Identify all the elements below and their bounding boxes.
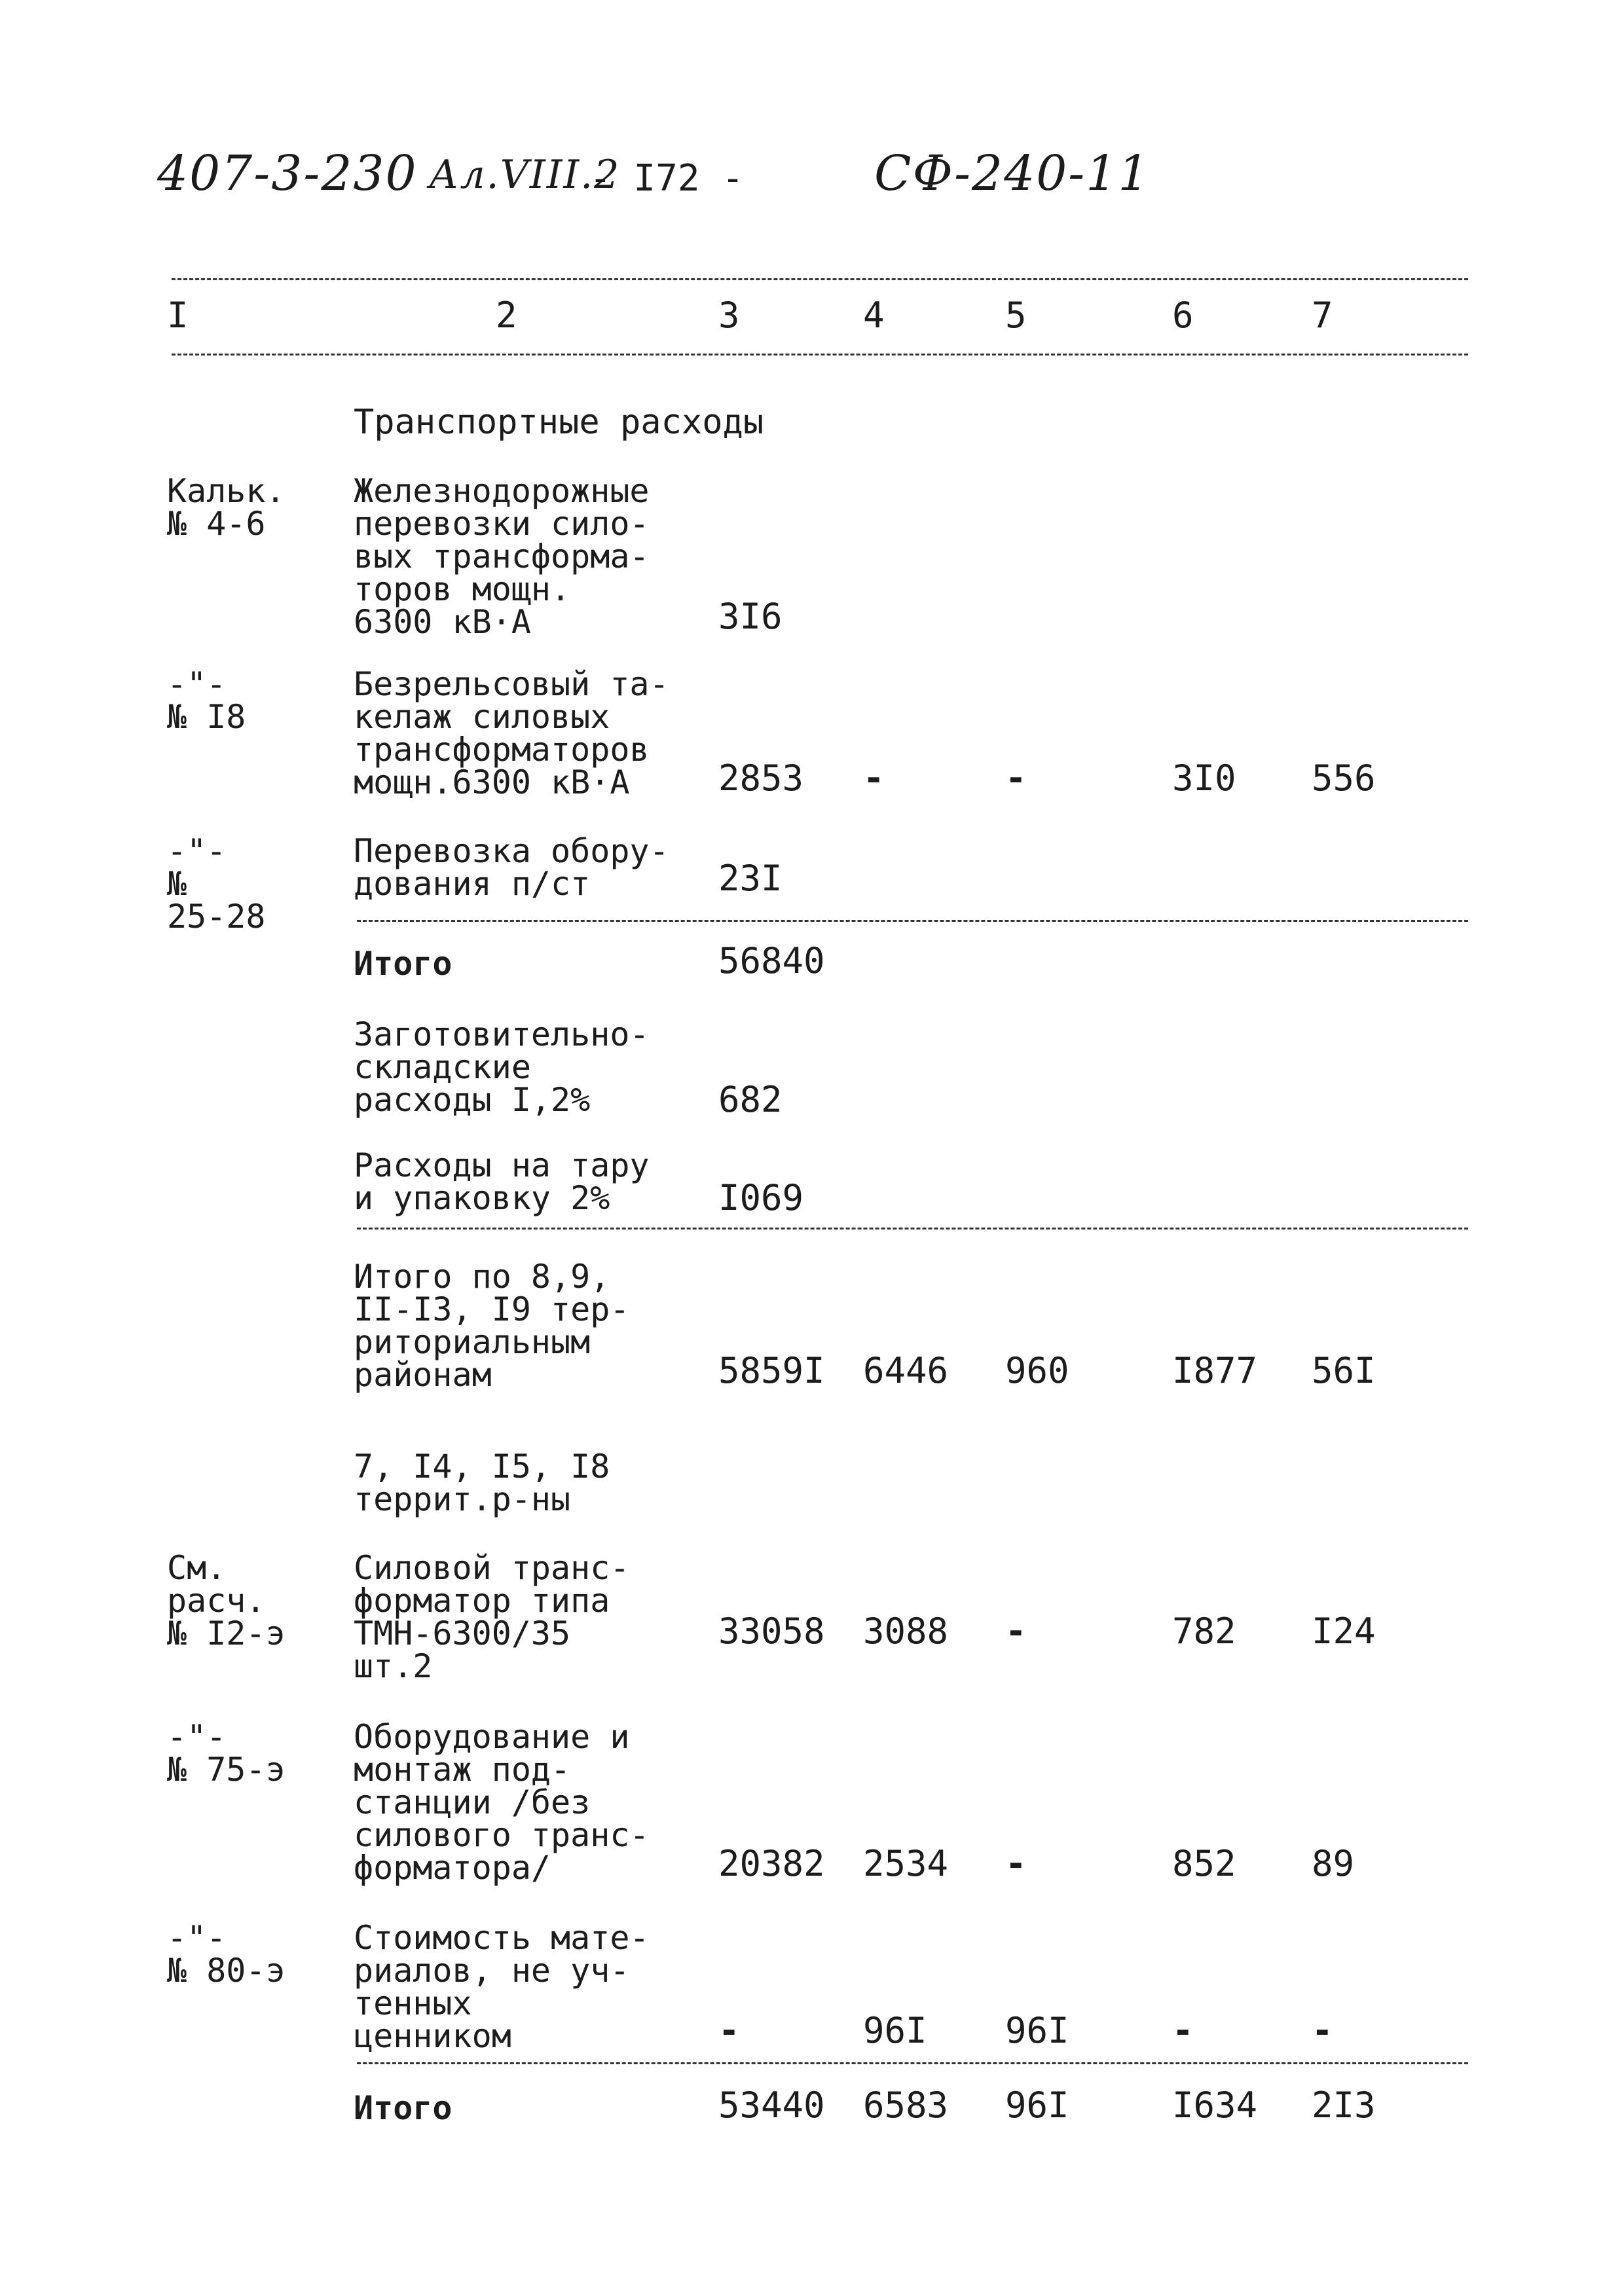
- reference-cell: См. расч. № I2-э: [167, 1549, 286, 1652]
- value-col-3: 56840: [718, 940, 825, 981]
- item-name: Заготовительно- складские расходы I,2%: [354, 1015, 650, 1119]
- value-col-3: 23I: [718, 858, 783, 899]
- item-name: Железнодорожные перевозки сило- вых трансформа- торов мощн. 6300 кВ·А: [354, 472, 650, 641]
- column-number: 4: [863, 295, 885, 336]
- value-col-7: -: [1312, 2010, 1333, 2051]
- item-name: Итого по 8,9, II-I3, I9 тер- риториальным районам: [354, 1258, 630, 1394]
- sheet-code: СФ-240-11: [874, 145, 1151, 202]
- value-col-3: 3I6: [718, 596, 783, 637]
- value-col-3: 5859I: [718, 1350, 825, 1391]
- value-col-4: 96I: [863, 2010, 927, 2051]
- value-col-3: 53440: [718, 2085, 825, 2126]
- value-col-3: 682: [718, 1079, 783, 1120]
- column-number: 3: [718, 295, 740, 336]
- item-name: Безрельсовый та- келаж силовых трансформаторов мощн.6300 кВ·А: [354, 665, 669, 801]
- reference-cell: Кальк. № 4-6: [167, 472, 286, 543]
- value-col-7: 556: [1312, 757, 1376, 799]
- value-col-6: I634: [1172, 2085, 1258, 2126]
- value-col-3: 2853: [718, 757, 804, 799]
- value-col-5: 960: [1005, 1350, 1069, 1391]
- total-rule: [357, 2062, 1468, 2064]
- document-code: 407-3-230: [157, 145, 418, 202]
- value-col-6: 852: [1172, 1843, 1236, 1884]
- value-col-3: 20382: [718, 1843, 825, 1884]
- value-col-3: I069: [718, 1177, 804, 1218]
- reference-cell: -"- № 80-э: [167, 1919, 286, 1990]
- table-top-rule: [172, 278, 1468, 280]
- subtotal-rule: [357, 920, 1468, 922]
- column-number: 6: [1172, 295, 1194, 336]
- page-number: - I72 -: [589, 157, 745, 200]
- column-number: 5: [1005, 295, 1027, 336]
- value-col-6: 782: [1172, 1611, 1236, 1652]
- value-col-4: 2534: [863, 1843, 949, 1884]
- value-col-5: -: [1005, 1611, 1027, 1652]
- reference-cell: -"- № 75-э: [167, 1718, 286, 1789]
- section-rule: [357, 1228, 1468, 1230]
- value-col-4: 6446: [863, 1350, 949, 1391]
- item-name: Стоимость мате- риалов, не уч- тенных ценником: [354, 1919, 650, 2055]
- column-header-rule: [172, 354, 1468, 355]
- item-name: Силовой транс- форматор типа ТМН-6300/35 шт.2: [354, 1549, 630, 1685]
- column-number: 7: [1312, 295, 1333, 336]
- item-name: Расходы на тару и упаковку 2%: [354, 1146, 650, 1217]
- value-col-3: -: [718, 2010, 740, 2051]
- column-number: I: [167, 295, 189, 336]
- item-name: Перевозка обору- дования п/ст: [354, 832, 669, 903]
- reference-cell: -"- № 25-28: [167, 832, 266, 936]
- value-col-6: I877: [1172, 1350, 1258, 1391]
- value-col-6: 3I0: [1172, 757, 1236, 799]
- value-col-7: I24: [1312, 1611, 1376, 1652]
- value-col-7: 2I3: [1312, 2085, 1376, 2126]
- value-col-6: -: [1172, 2010, 1194, 2051]
- item-name: Итого: [354, 945, 452, 983]
- value-col-5: -: [1005, 1843, 1027, 1884]
- item-name: 7, I4, I5, I8 террит.р-ны: [354, 1448, 610, 1518]
- value-col-3: 33058: [718, 1611, 825, 1652]
- value-col-4: 3088: [863, 1611, 949, 1652]
- value-col-7: 89: [1312, 1843, 1355, 1884]
- item-name: Оборудование и монтаж под- станции /без силового транс- форматора/: [354, 1718, 650, 1887]
- item-name: Итого: [354, 2089, 452, 2127]
- reference-cell: -"- № I8: [167, 665, 246, 736]
- album-number: Ал.VIII.2: [429, 152, 621, 198]
- value-col-4: -: [863, 757, 885, 799]
- section-title: Транспортные расходы: [354, 403, 764, 442]
- value-col-5: -: [1005, 757, 1027, 799]
- value-col-7: 56I: [1312, 1350, 1376, 1391]
- value-col-5: 96I: [1005, 2010, 1069, 2051]
- value-col-4: 6583: [863, 2085, 949, 2126]
- column-number: 2: [496, 295, 517, 336]
- value-col-5: 96I: [1005, 2085, 1069, 2126]
